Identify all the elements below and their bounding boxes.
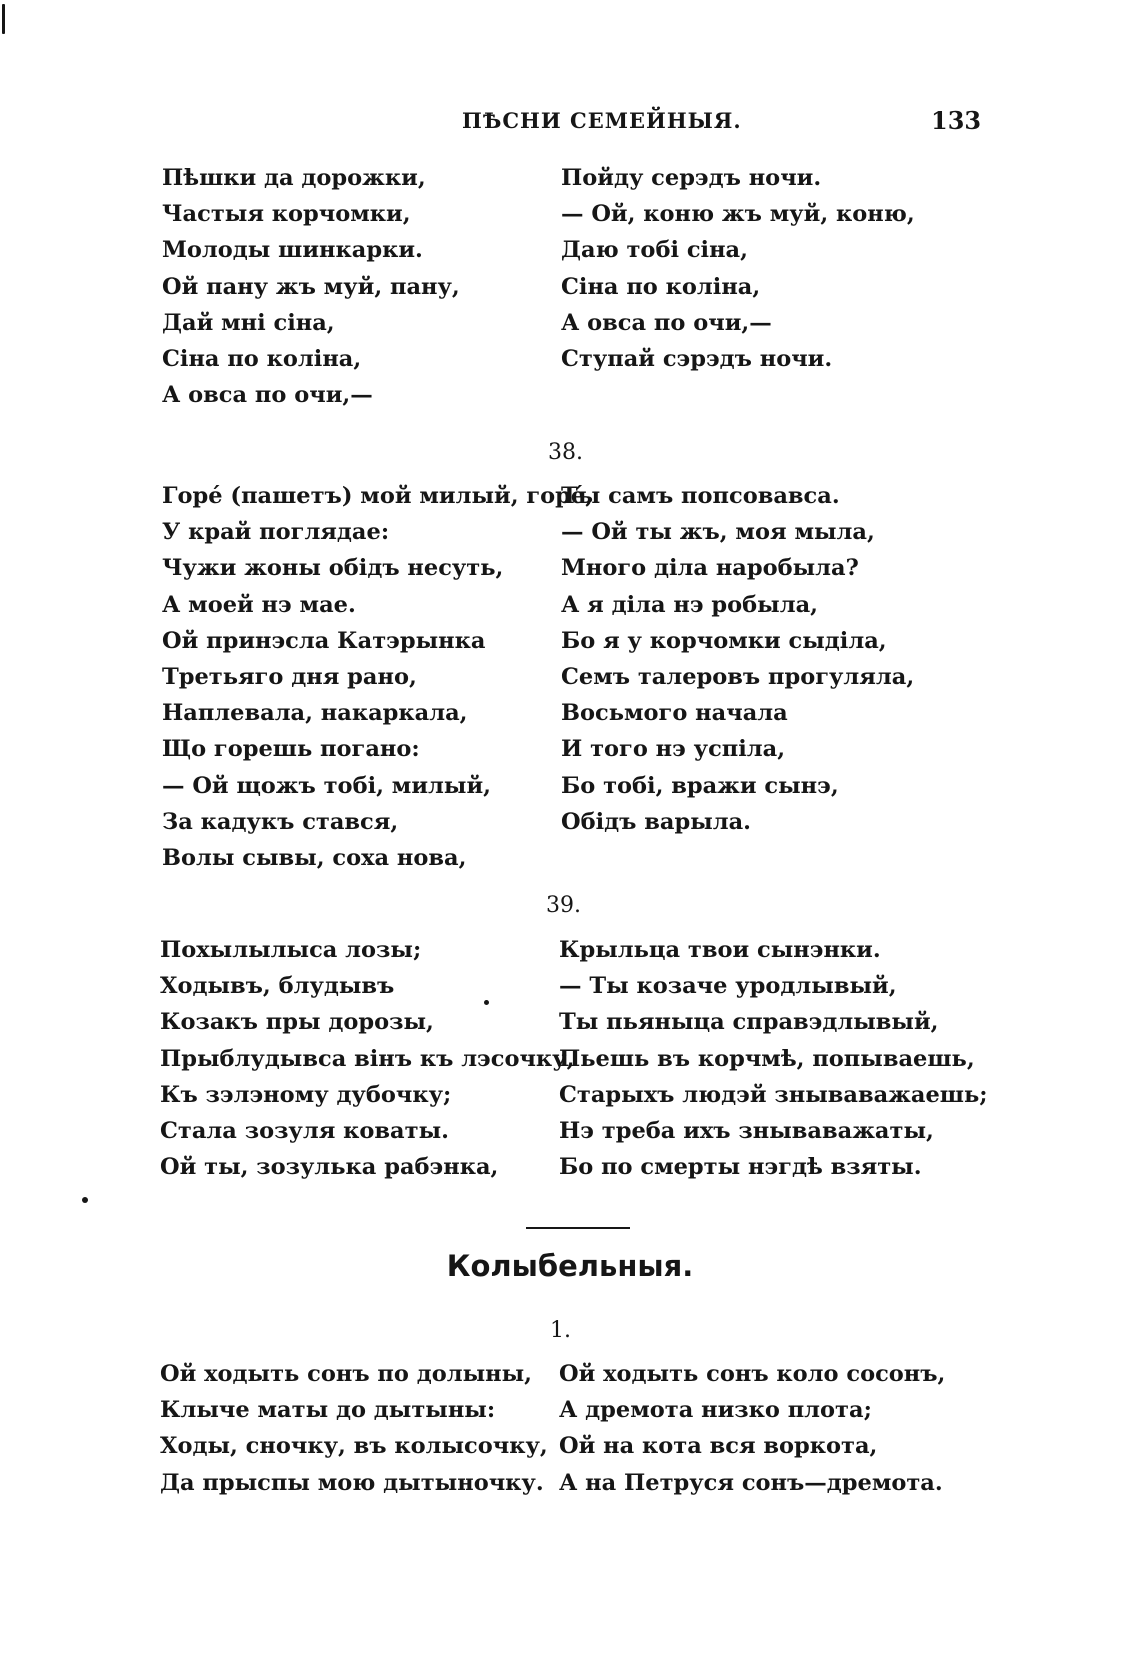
verse-line: Ты самъ попсовавса. bbox=[561, 483, 840, 509]
verse-line: Обідъ варыла. bbox=[561, 808, 752, 835]
verse-line: Третьяго дня рано, bbox=[162, 663, 417, 690]
page-number: 133 bbox=[931, 106, 982, 135]
verse-line: Бо тобі, вражи сынэ, bbox=[561, 772, 839, 799]
verse-line: Много діла наробыла? bbox=[561, 555, 859, 582]
song-37-left-column bbox=[162, 160, 460, 413]
running-header: ПѢСНИ СЕМЕЙНЫЯ. bbox=[462, 108, 742, 133]
verse-line: Семъ талеровъ прогуляла, bbox=[561, 663, 915, 690]
lullaby-1-right-column bbox=[559, 1356, 945, 1501]
verse-line: У край поглядае: bbox=[162, 519, 390, 546]
ink-speck bbox=[484, 1000, 489, 1005]
song-38-left-column bbox=[162, 478, 593, 876]
verse-line: Клыче маты до дытыны: bbox=[160, 1397, 496, 1424]
verse-line: Козакъ пры дорозы, bbox=[160, 1009, 434, 1036]
verse-line: Бо по смерты нэгдѣ взяты. bbox=[559, 1154, 922, 1181]
song-39-left-column bbox=[160, 932, 574, 1185]
verse-line: Дай мні сіна, bbox=[162, 309, 335, 336]
verse-line: Молоды шинкарки. bbox=[162, 237, 423, 264]
verse-line: Да прыспы мою дытыночку. bbox=[160, 1469, 544, 1496]
verse-line: Бо я у корчомки сыділа, bbox=[561, 627, 887, 654]
verse-line: Нэ треба ихъ знываважаты, bbox=[559, 1117, 934, 1144]
verse-line: Пѣшки да дорожки, bbox=[162, 165, 426, 191]
verse-line: Ходывъ, блудывъ bbox=[160, 973, 395, 1000]
song-38-right-column bbox=[561, 478, 914, 840]
section-title: Колыбельныя. bbox=[446, 1249, 694, 1283]
verse-line: Пьешь въ корчмѣ, попываешь, bbox=[559, 1045, 975, 1072]
verse-line: Ой пану жъ муй, пану, bbox=[162, 273, 460, 300]
verse-line: А дремота низко плота; bbox=[559, 1397, 872, 1424]
verse-line: Даю тобі сіна, bbox=[561, 237, 748, 264]
verse-line: Горé (пашетъ) мой милый, горé, bbox=[162, 483, 594, 509]
verse-line: — Ой, коню жъ муй, коню, bbox=[561, 201, 915, 228]
verse-line: Пойду серэдъ ночи. bbox=[561, 165, 822, 191]
verse-line: Похылылыса лозы; bbox=[160, 937, 422, 963]
lullaby-1-left-column bbox=[160, 1356, 548, 1501]
page-edge-mark bbox=[2, 4, 5, 34]
verse-line: Прыблудывса вінъ къ лэсочку, bbox=[160, 1045, 575, 1072]
verse-line: — Ой щожъ тобі, милый, bbox=[162, 772, 491, 799]
verse-line: Крыльца твои сынэнки. bbox=[559, 937, 881, 963]
verse-line: Сіна по коліна, bbox=[561, 273, 761, 300]
verse-line: За кадукъ стався, bbox=[162, 808, 399, 835]
lullaby-number-1: 1. bbox=[550, 1318, 571, 1343]
verse-line: Ой принэсла Катэрынка bbox=[162, 627, 486, 654]
verse-line: — Ой ты жъ, моя мыла, bbox=[561, 519, 875, 546]
verse-line: Ходы, сночку, въ колысочку, bbox=[160, 1433, 548, 1460]
verse-line: Сіна по коліна, bbox=[162, 345, 362, 372]
song-39-right-column bbox=[559, 932, 988, 1185]
verse-line: Ой ходыть сонъ коло сосонъ, bbox=[559, 1361, 946, 1387]
verse-line: Ой на кота вся воркота, bbox=[559, 1433, 878, 1460]
verse-line: Къ зэлэному дубочку; bbox=[160, 1081, 452, 1108]
verse-line: И того нэ успіла, bbox=[561, 736, 786, 763]
verse-line: Ступай сэрэдъ ночи. bbox=[561, 345, 833, 372]
song-number-39: 39. bbox=[546, 893, 581, 918]
verse-line: Чужи жоны обідъ несуть, bbox=[162, 555, 504, 582]
verse-line: Частыя корчомки, bbox=[162, 201, 411, 228]
section-divider bbox=[526, 1227, 630, 1229]
verse-line: Ой ты, зозулька рабэнка, bbox=[160, 1154, 499, 1181]
ink-speck bbox=[82, 1197, 88, 1203]
verse-line: Старыхъ людэй знываважаешь; bbox=[559, 1081, 988, 1108]
verse-line: Стала зозуля коваты. bbox=[160, 1117, 449, 1144]
verse-line: А моей нэ мае. bbox=[162, 591, 356, 618]
verse-line: — Ты козаче уродлывый, bbox=[559, 973, 897, 1000]
verse-line: Ой ходыть сонъ по долыны, bbox=[160, 1361, 532, 1387]
verse-line: Ты пьяныца справэдлывый, bbox=[559, 1009, 939, 1036]
song-37-right-column bbox=[561, 160, 915, 377]
verse-line: Волы сывы, соха нова, bbox=[162, 844, 467, 871]
verse-line: А я діла нэ робыла, bbox=[561, 591, 819, 618]
verse-line: Восьмого начала bbox=[561, 700, 788, 727]
verse-line: А овса по очи,— bbox=[561, 309, 772, 336]
verse-line: Що горешь погано: bbox=[162, 736, 420, 763]
verse-line: А овса по очи,— bbox=[162, 382, 373, 409]
song-number-38: 38. bbox=[548, 440, 583, 465]
verse-line: Наплевала, накаркала, bbox=[162, 700, 468, 727]
verse-line: А на Петруся сонъ—дремота. bbox=[559, 1469, 943, 1496]
